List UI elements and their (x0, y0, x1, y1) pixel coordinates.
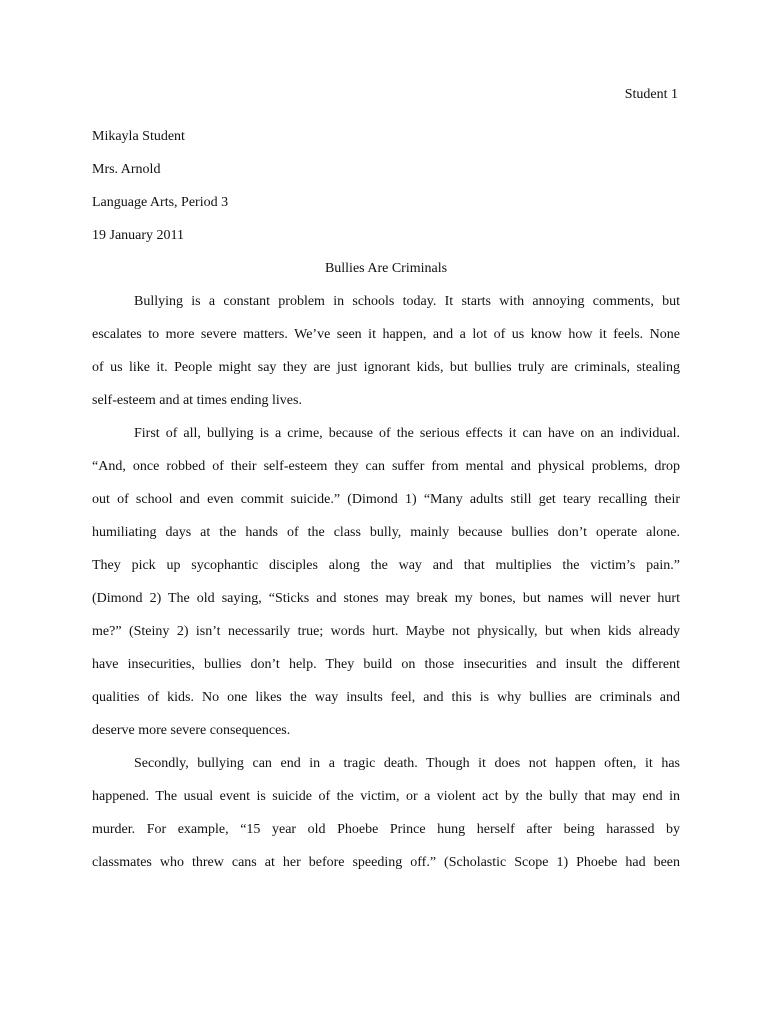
text-line: self-esteem and at times ending lives. (92, 393, 302, 408)
essay-title: Bullies Are Criminals (324, 261, 448, 276)
text-line: First of all, bullying is a crime, because of the serious effects it can have on an individual. (134, 426, 680, 441)
course-name: Language Arts, Period 3 (92, 195, 229, 210)
teacher-name: Mrs. Arnold (92, 162, 161, 177)
text-line: Secondly, bullying can end in a tragic death. Though it does not happen often, it has (134, 756, 680, 771)
text-line: classmates who threw cans at her before speeding off.” (Scholastic Scope 1) Phoebe had been (92, 855, 680, 870)
text-line: qualities of kids. No one likes the way insults feel, and this is why bullies are criminals and (92, 690, 680, 705)
text-line: of us like it. People might say they are just ignorant kids, but bullies truly are criminals, stealing (92, 360, 680, 375)
text-line: have insecurities, bullies don’t help. They build on those insecurities and insult the different (92, 657, 680, 672)
text-line: happened. The usual event is suicide of the victim, or a violent act by the bully that may end in (92, 789, 680, 804)
text-line: murder. For example, “15 year old Phoebe Prince hung herself after being harassed by (92, 822, 680, 837)
text-line: escalates to more severe matters. We’ve seen it happen, and a lot of us know how it feels. None (92, 327, 680, 342)
text-line: out of school and even commit suicide.” (Dimond 1) “Many adults still get teary recalling their (92, 492, 680, 507)
text-line: deserve more severe consequences. (92, 723, 291, 738)
essay-text (92, 120, 680, 879)
essay-date: 19 January 2011 (92, 228, 185, 243)
text-line: me?” (Steiny 2) isn’t necessarily true; words hurt. Maybe not physically, but when kids already (92, 624, 680, 639)
running-head: Student 1 (624, 87, 678, 102)
text-line: humiliating days at the hands of the class bully, mainly because bullies don’t operate alone. (92, 525, 680, 540)
student-name: Mikayla Student (92, 129, 185, 144)
text-line: (Dimond 2) The old saying, “Sticks and stones may break my bones, but names will never hurt (92, 591, 680, 606)
text-line: Bullying is a constant problem in schools today. It starts with annoying comments, but (134, 294, 680, 309)
text-line: They pick up sycophantic disciples along the way and that multiplies the victim’s pain.” (92, 558, 680, 573)
text-line: “And, once robbed of their self-esteem they can suffer from mental and physical problems, drop (92, 459, 680, 474)
